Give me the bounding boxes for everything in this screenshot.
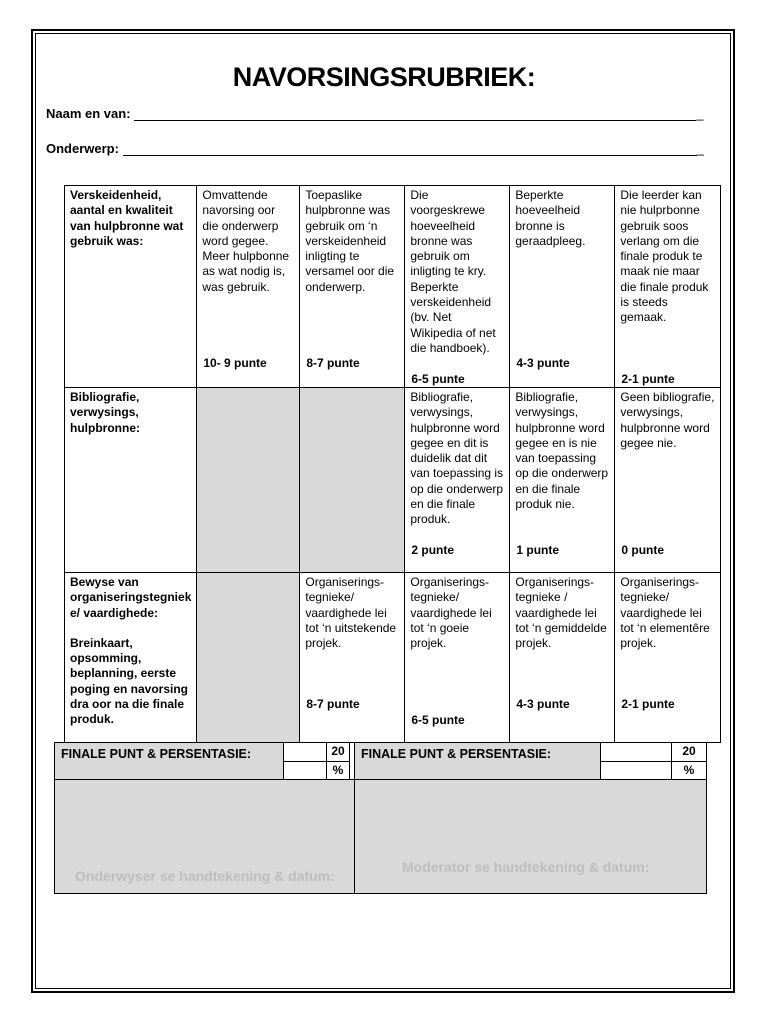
cell-points: 1 punte <box>516 543 560 557</box>
rubric-cell <box>510 388 615 573</box>
score-entry-right[interactable] <box>600 742 672 762</box>
final-score-section <box>54 742 707 894</box>
rubric-cell-empty <box>197 388 300 573</box>
percent-entry-right[interactable] <box>600 761 672 780</box>
page-title: NAVORSINGSRUBRIEK: <box>232 62 536 92</box>
rubric-table <box>64 185 721 743</box>
cell-description: Beperkte hoeveelheid bronne is geraadpleeg. <box>515 188 586 248</box>
cell-points: 6-5 punte <box>411 713 465 727</box>
rubric-cell <box>300 186 405 388</box>
percent-entry-left[interactable] <box>283 761 327 780</box>
cell-description: Geen bibliografie, verwysings, hulpbronne word gegee nie. <box>620 390 715 450</box>
moderator-signature-box[interactable] <box>354 779 707 894</box>
score-total-left: 20 <box>326 742 350 762</box>
name-label: Naam en van: <box>46 106 131 121</box>
rubric-cell <box>615 573 721 743</box>
cell-points: 10- 9 punte <box>203 356 267 370</box>
percent-sign-left: % <box>326 761 350 780</box>
criterion-cell <box>65 573 197 743</box>
rubric-row-sources <box>65 186 721 388</box>
cell-description: Die voorgeskrewe hoeveelheid bronne was gebruik om inligting te kry. Beperkte verskeidenheid (bv. Net Wikipedia of net die handboek). <box>410 188 496 355</box>
cell-description: Organiserings-tegnieke/ vaardighede lei tot ‘n elementêre projek. <box>620 575 710 651</box>
moderator-signature-label: Moderator se handtekening & datum: <box>402 859 650 875</box>
rubric-cell-empty <box>197 573 300 743</box>
cell-points: 6-5 punte <box>411 372 465 386</box>
cell-points: 4-3 punte <box>516 697 570 711</box>
rubric-row-bibliography <box>65 388 721 573</box>
rubric-row-organisation <box>65 573 721 743</box>
rubric-cell <box>615 388 721 573</box>
name-field: Naam en van: _ <box>46 106 704 121</box>
cell-description: Organiserings-tegnieke / vaardighede lei tot ‘n gemiddelde projek. <box>515 575 607 651</box>
cell-description: Die leerder kan nie hulprbonne gebruik soos verlang om die finale produk te maak nie maar die finale produk is steeds gemaak. <box>620 188 709 325</box>
rubric-cell <box>405 573 510 743</box>
criterion-detail: Breinkaart, opsomming, beplanning, eerste poging en navorsing dra oor na die finale produk. <box>70 635 189 727</box>
cell-points: 2-1 punte <box>621 697 675 711</box>
cell-description: Organiserings-tegnieke/ vaardighede lei tot ‘n goeie projek. <box>410 575 492 651</box>
cell-points: 8-7 punte <box>306 356 360 370</box>
subject-field: Onderwerp: _ <box>46 141 704 156</box>
score-total-right: 20 <box>671 742 707 762</box>
final-score-label-right: FINALE PUNT & PERSENTASIE: <box>361 747 552 761</box>
cell-points: 4-3 punte <box>516 356 570 370</box>
cell-points: 0 punte <box>621 543 665 557</box>
subject-input-line[interactable] <box>123 155 697 156</box>
rubric-cell <box>615 186 721 388</box>
rubric-cell-empty <box>300 388 405 573</box>
score-entry-left[interactable] <box>283 742 327 762</box>
cell-points: 2 punte <box>411 543 455 557</box>
name-input-line[interactable] <box>134 120 696 121</box>
cell-description: Organiserings-tegnieke/ vaardighede lei tot ‘n uitstekende projek. <box>305 575 397 651</box>
criterion-cell: Bibliografie, verwysings, hulpbronne: <box>65 388 197 573</box>
cell-description: Bibliografie, verwysings, hulpbronne word gegee en dit is duidelik dat dit van toepassing is op die onderwerp en die finale produk. <box>410 390 504 527</box>
criterion-cell: Verskeidenheid, aantal en kwaliteit van hulpbronne wat gebruik was: <box>65 186 197 388</box>
cell-points: 8-7 punte <box>306 697 360 711</box>
rubric-cell <box>510 573 615 743</box>
criterion-title: Bewyse van organiseringstegniek e/ vaardighede: <box>70 575 192 620</box>
cell-description: Toepaslike hulpbronne was gebruik om ‘n verskeidenheid inligting te versamel oor die onderwerp. <box>305 188 395 294</box>
rubric-cell <box>405 388 510 573</box>
cell-points: 2-1 punte <box>621 372 675 386</box>
percent-sign-right: % <box>671 761 707 780</box>
subject-label: Onderwerp: <box>46 141 119 156</box>
cell-description: Omvattende navorsing oor die onderwerp word gegee. Meer hulpbonne as wat nodig is, was gebruik. <box>202 188 290 294</box>
rubric-cell <box>300 573 405 743</box>
cell-description: Bibliografie, verwysings, hulpbronne word gegee en is nie van toepassing op die onderwerp en die finale produk nie. <box>515 390 609 512</box>
rubric-cell <box>510 186 615 388</box>
rubric-cell <box>197 186 300 388</box>
final-score-label-left: FINALE PUNT & PERSENTASIE: <box>61 747 252 761</box>
teacher-signature-label: Onderwyser se handtekening & datum: <box>75 868 335 884</box>
rubric-cell <box>405 186 510 388</box>
